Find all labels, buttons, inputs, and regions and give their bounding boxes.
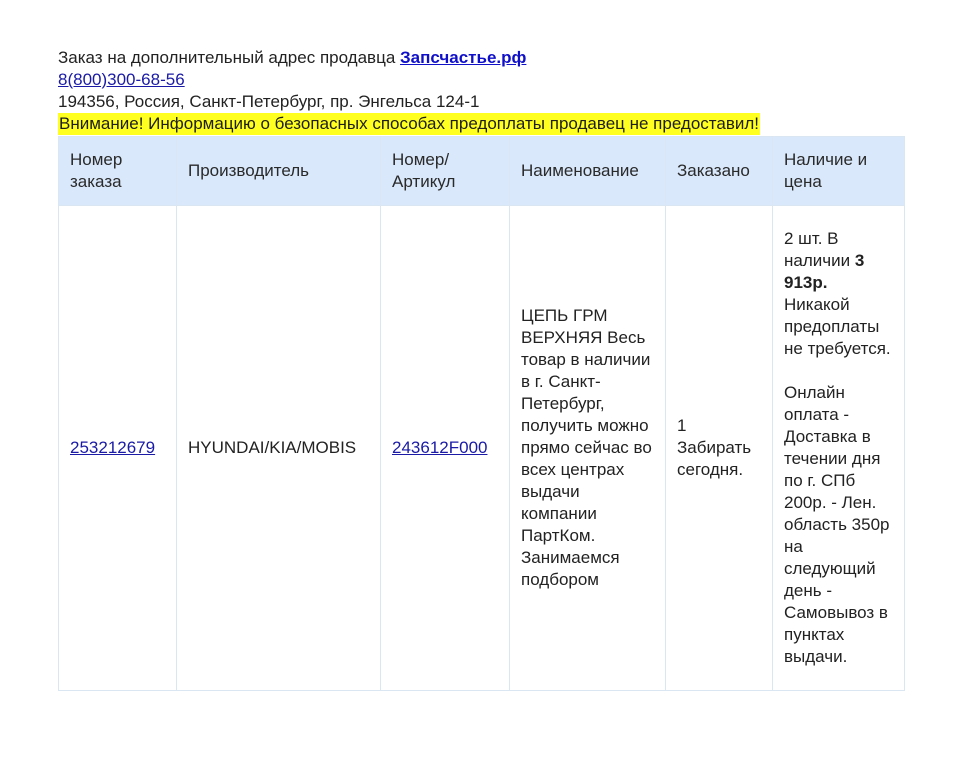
table-row (59, 206, 905, 691)
ordered-cell (666, 206, 773, 691)
part-description: Весь товар в наличии в г. Санкт-Петербург, получить можно прямо сейчас во всех центрах выдачи компании ПартКом. Занимаемся подбором (521, 328, 652, 589)
table-header-row (59, 137, 905, 206)
column-header-availability-price: Наличие и цена (773, 137, 905, 206)
order-number-link[interactable]: 253212679 (70, 438, 156, 457)
intro-text: Заказ на дополнительный адрес продавца (58, 48, 401, 67)
column-header-ordered: Заказано (666, 137, 773, 206)
price: 3 913р. (784, 251, 865, 292)
prepay-note: Никакой предоплаты не требуется. (784, 295, 891, 358)
order-document (58, 47, 904, 691)
ordered-note: Забирать сегодня. (677, 438, 752, 479)
column-header-article: Номер/ Артикул (381, 137, 510, 206)
part-name: ЦЕПЬ ГРМ ВЕРХНЯЯ (521, 306, 608, 347)
availability-text: 2 шт. В наличии (784, 229, 851, 270)
warning-banner: Внимание! Информацию о безопасных способах предоплаты продавец не предоставил! (59, 114, 760, 133)
orders-table (58, 136, 905, 691)
column-header-name: Наименование (510, 137, 666, 206)
column-header-order-number: Номер заказа (59, 137, 177, 206)
availability-price-cell (773, 206, 905, 691)
address: 194356, Россия, Санкт-Петербург, пр. Энгельса 124-1 (58, 92, 480, 111)
phone-link[interactable]: 8(800)300-68-56 (58, 70, 185, 89)
column-header-manufacturer: Производитель (177, 137, 381, 206)
article-link[interactable]: 243612F000 (392, 438, 488, 457)
name-cell (510, 206, 666, 691)
manufacturer-cell: HYUNDAI/KIA/MOBIS (177, 206, 381, 691)
intro-line (58, 47, 904, 69)
spacer (784, 360, 893, 382)
warning-line (58, 113, 904, 135)
seller-link[interactable]: Запсчастье.рф (400, 48, 527, 67)
article-cell (381, 206, 510, 691)
order-number-cell (59, 206, 177, 691)
delivery-info: Онлайн оплата - Доставка в течении дня по г. СПб 200р. - Лен. область 350р на следующий день - Самовывоз в пунктах выдачи. (784, 383, 890, 666)
phone-line (58, 69, 904, 91)
ordered-qty: 1 (677, 416, 687, 435)
